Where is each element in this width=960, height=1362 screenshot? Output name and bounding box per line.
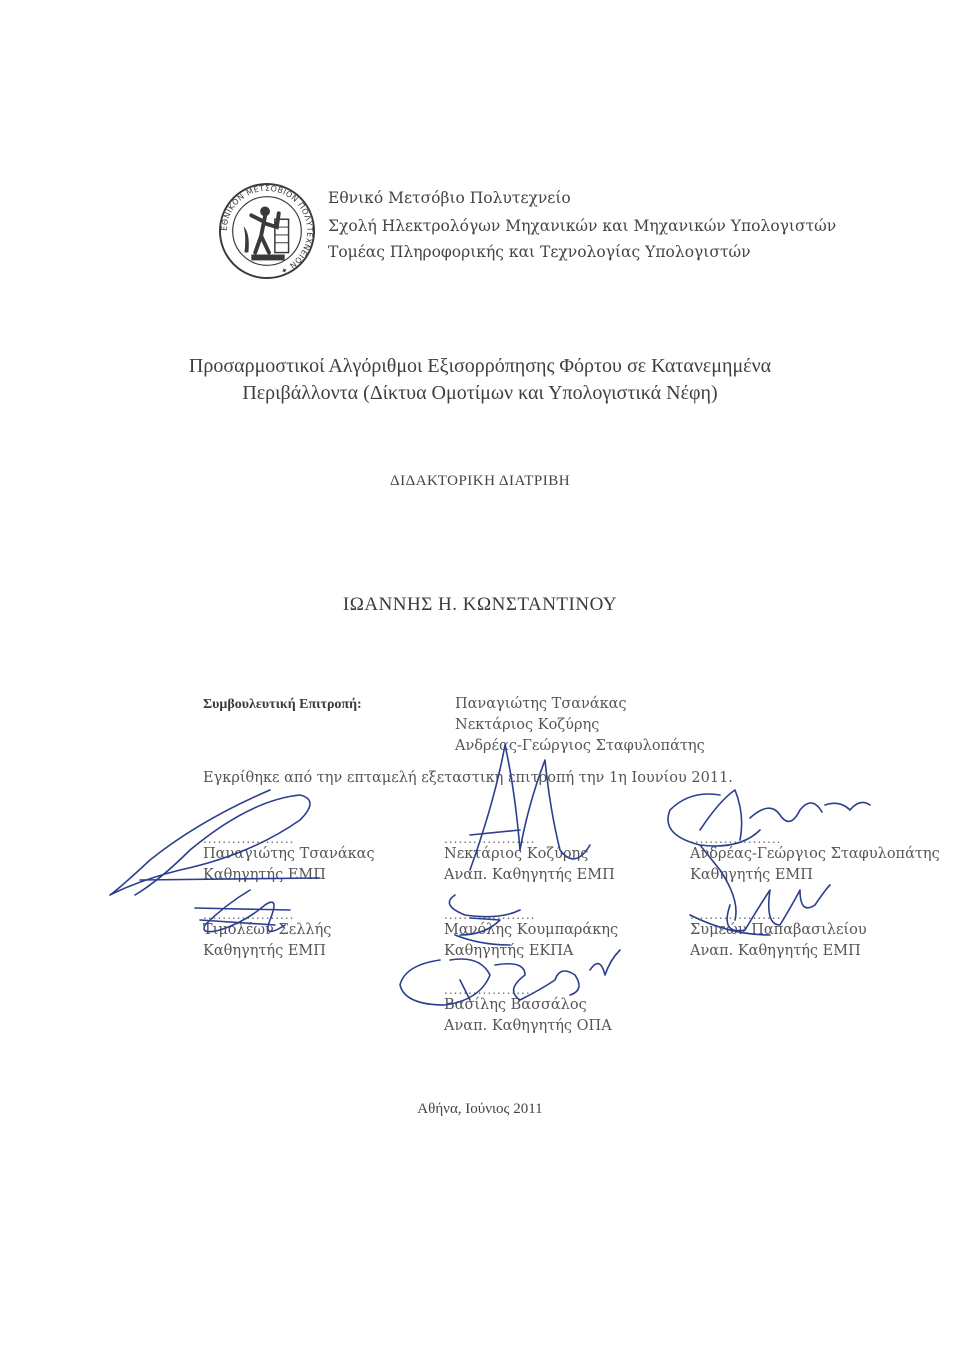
member-rank: Καθηγητής ΕΜΠ [690, 867, 813, 883]
division-name: Τομέας Πληροφορικής και Τεχνολογίας Υπολογιστών [328, 243, 751, 261]
committee-member [203, 832, 375, 886]
member-name: Συμεών Παπαβασιλείου [690, 922, 867, 938]
advisory-member: Ανδρέας-Γεώργιος Σταφυλοπάτης [455, 738, 705, 754]
author-name: ΙΩΑΝΝΗΣ Η. ΚΩΝΣΤΑΝΤΙΝΟΥ [342, 594, 618, 615]
member-name: Παναγιώτης Τσανάκας [203, 846, 375, 862]
signature-line: ................... [444, 832, 536, 846]
committee-member [444, 908, 618, 962]
place-date: Αθήνα, Ιούνιος 2011 [417, 1101, 543, 1117]
member-rank: Καθηγητής ΕΜΠ [203, 943, 326, 959]
member-name: Βασίλης Βασσάλος [444, 997, 587, 1013]
signature-line: ................... [444, 983, 536, 997]
committee-member [444, 983, 612, 1037]
member-name: Ανδρέας-Γεώργιος Σταφυλοπάτης [690, 846, 940, 862]
member-name: Νεκτάριος Κοζύρης [444, 846, 589, 862]
signature-line: ................... [444, 908, 536, 922]
member-rank: Αναπ. Καθηγητής ΟΠΑ [444, 1018, 612, 1034]
signature-line: ................... [690, 832, 782, 846]
committee-member [444, 832, 615, 886]
committee-member [203, 908, 331, 962]
advisory-member: Παναγιώτης Τσανάκας [455, 696, 627, 712]
committee-member [690, 832, 940, 886]
committee-member [690, 908, 867, 962]
member-name: Τιμολέων Σελλής [203, 922, 332, 938]
advisory-committee-label: Συμβουλευτική Επιτροπή: [203, 697, 362, 712]
signature-line: ................... [690, 908, 782, 922]
university-name: Εθνικό Μετσόβιο Πολυτεχνείο [328, 189, 571, 207]
member-rank: Αναπ. Καθηγητής ΕΜΠ [690, 943, 861, 959]
school-name: Σχολή Ηλεκτρολόγων Μηχανικών και Μηχανικών Υπολογιστών [328, 217, 837, 235]
advisory-member: Νεκτάριος Κοζύρης [455, 717, 600, 733]
svg-text:ΕΘΝΙΚΟΝ ΜΕΤΣΟΒΙΟΝ ΠΟΛΥΤΕΧΝΕΙΟΝ: ΕΘΝΙΚΟΝ ΜΕΤΣΟΒΙΟΝ ΠΟΛΥΤΕΧΝΕΙΟΝ ✦ [219, 183, 315, 276]
signature-line: ................... [203, 908, 295, 922]
thesis-title-line2: Περιβάλλοντα (Δίκτυα Ομοτίμων και Υπολογιστικά Νέφη) [242, 382, 718, 404]
signature-line: ................... [203, 832, 295, 846]
member-name: Μανόλης Κουμπαράκης [444, 922, 619, 938]
member-rank: Καθηγητής ΕΚΠΑ [444, 943, 574, 959]
university-seal-icon [218, 182, 316, 280]
member-rank: Καθηγητής ΕΜΠ [203, 867, 326, 883]
member-rank: Αναπ. Καθηγητής ΕΜΠ [444, 867, 615, 883]
thesis-title-line1: Προσαρμοστικοί Αλγόριθμοι Εξισορρόπησης Φόρτου σε Κατανεμημένα [188, 355, 772, 377]
document-type: ΔΙΔΑΚΤΟΡΙΚΗ ΔΙΑΤΡΙΒΗ [389, 473, 571, 489]
approval-statement: Εγκρίθηκε από την επταμελή εξεταστική επιτροπή την 1η Ιουνίου 2011. [203, 770, 733, 786]
